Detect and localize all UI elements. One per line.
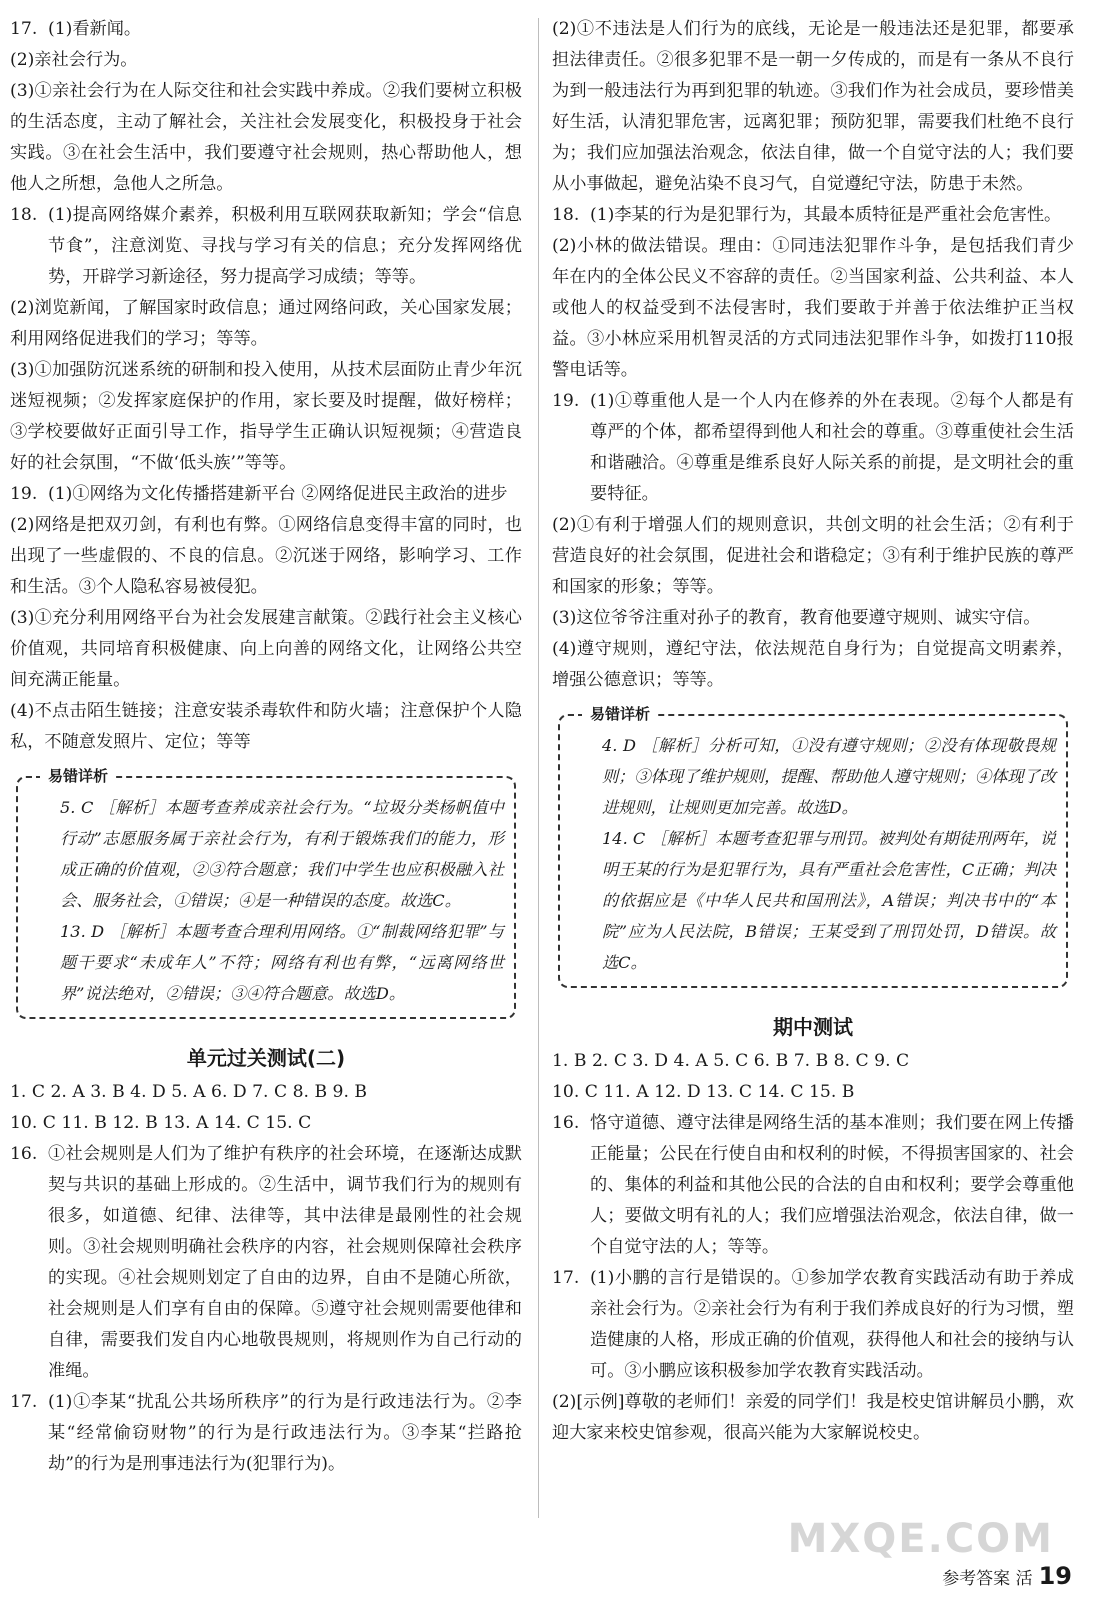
error-analysis-item: 4. D ［解析］分析可知，①没有遵守规则；②没有体现敬畏规则；③体现了维护规则，提醒、帮助他人遵守规则；④体现了改进规则，让规则更加完善。故选D。	[602, 736, 1056, 817]
answer-text: (4)遵守规则，遵纪守法，依法规范自身行为；自觉提高文明素养，增强公德意识；等等。	[552, 639, 1074, 690]
footer-prefix: 活	[1015, 1569, 1033, 1589]
error-analysis-item: 14. C ［解析］本题考查犯罪与刑罚。被判处有期徒刑两年，说明王某的行为是犯罪行为，具有严重社会危害性，C正确；判决的依据应是《中华人民共和国刑法》，A错误；判决书中的“本院”应为人民法院，B错误；王某受到了刑罚处罚，D错误。故选C。	[602, 829, 1056, 972]
answer-text: (1)看新闻。	[48, 19, 142, 39]
question-number: 18.	[10, 205, 38, 225]
right-column	[552, 14, 1074, 1449]
question-number: 16.	[10, 1144, 38, 1164]
answer-text: (1)小鹏的言行是错误的。①参加学农教育实践活动有助于养成亲社会行为。②亲社会行为有利于我们养成良好的行为习惯，塑造健康的人格，形成正确的价值观，获得他人和社会的接纳与认可。③小鹏应该积极参加学农教育实践活动。	[590, 1268, 1074, 1381]
question-number: 17.	[552, 1268, 580, 1288]
answer-text: (1)①网络为文化传播搭建新平台 ②网络促进民主政治的进步	[48, 484, 508, 504]
answer-block-16	[552, 1108, 1074, 1263]
answer-text: (2)①不违法是人们行为的底线，无论是一般违法还是犯罪，都要承担法律责任。②很多犯罪不是一朝一夕传成的，而是有一条从不良行为到一般违法行为再到犯罪的轨迹。③我们作为社会成员，要珍惜美好生活，认清犯罪危害，远离犯罪；预防犯罪，需要我们杜绝不良行为；我们应加强法治观念，依法自律，做一个自觉守法的人；我们要从小事做起，避免沾染不良习气，自觉遵纪守法，防患于未然。	[552, 19, 1074, 194]
multiple-choice-answers: 1. B 2. C 3. D 4. A 5. C 6. B 7. B 8. C 9. C	[552, 1051, 910, 1071]
answer-block-17	[552, 1263, 1074, 1449]
answer-text: (2)网络是把双刃剑，有利也有弊。①网络信息变得丰富的同时，也出现了一些虚假的、不良的信息。②沉迷于网络，影响学习、工作和生活。③个人隐私容易被侵犯。	[10, 515, 522, 597]
answer-text: (2)亲社会行为。	[10, 50, 138, 70]
error-analysis-item: 5. C ［解析］本题考查养成亲社会行为。“垃圾分类杨帆值中行动”志愿服务属于亲社会行为，有利于锻炼我们的能力，形成正确的价值观，②③符合题意；我们中学生也应积极融入社会、服务社会，①错误；④是一种错误的态度。故选C。	[60, 798, 504, 910]
answer-text: (3)这位爷爷注重对孙子的教育，教育他要遵守规则、诚实守信。	[552, 608, 1041, 628]
answer-text: (1)①尊重他人是一个人内在修养的外在表现。②每个人都是有尊严的个体，都希望得到他人和社会的尊重。③尊重使社会生活和谐融洽。④尊重是维系良好人际关系的前提，是文明社会的重要特征。	[590, 391, 1074, 504]
answer-text: (4)不点击陌生链接；注意安装杀毒软件和防火墙；注意保护个人隐私，不随意发照片、定位；等等	[10, 701, 522, 752]
answer-block-18	[10, 200, 522, 479]
answer-block-17b	[10, 1387, 522, 1480]
left-column	[10, 14, 522, 1480]
question-number: 17.	[10, 19, 38, 39]
multiple-choice-answers: 10. C 11. A 12. D 13. C 14. C 15. B	[552, 1082, 855, 1102]
answer-text: (2)[示例]尊敬的老师们！亲爱的同学们！我是校史馆讲解员小鹏，欢迎大家来校史馆参观，很高兴能为大家解说校史。	[552, 1392, 1074, 1443]
question-number: 17.	[10, 1392, 38, 1412]
answer-text: (3)①充分利用网络平台为社会发展建言献策。②践行社会主义核心价值观，共同培育积极健康、向上向善的网络文化，让网络公共空间充满正能量。	[10, 608, 522, 690]
answer-text: (1)提高网络媒介素养，积极利用互联网获取新知；学会“信息节食”，注意浏览、寻找与学习有关的信息；充分发挥网络优势，开辟学习新途径，努力提高学习成绩；等等。	[48, 205, 522, 287]
error-analysis-box	[558, 705, 1068, 988]
answer-text: 恪守道德、遵守法律是网络生活的基本准则；我们要在网上传播正能量；公民在行使自由和权利的时候，不得损害国家的、社会的、集体的利益和其他公民的合法的自由和权利；要学会尊重他人；要做文明有礼的人；我们应增强法治观念，依法自律，做一个自觉守法的人；等等。	[590, 1113, 1074, 1257]
section-title: 单元过关测试(二)	[186, 1046, 346, 1070]
question-number: 19.	[552, 391, 580, 411]
answer-text: (3)①加强防沉迷系统的研制和投入使用，从技术层面防止青少年沉迷短视频；②发挥家庭保护的作用，家长要及时提醒，做好榜样；③学校要做好正面引导工作，指导学生正确认识短视频；④营造良好的社会氛围，“不做‘低头族’”等等。	[10, 360, 522, 473]
section-title: 期中测试	[773, 1015, 853, 1039]
answer-text: (2)浏览新闻，了解国家时政信息；通过网络问政，关心国家发展；利用网络促进我们的学习；等等。	[10, 298, 522, 349]
page-number: 19	[1038, 1562, 1072, 1590]
column-divider	[538, 18, 539, 1518]
answer-text: ①社会规则是人们为了维护有秩序的社会环境，在逐渐达成默契与共识的基础上形成的。②生活中，调节我们行为的规则有很多，如道德、纪律、法律等，其中法律是最刚性的社会规则。③社会规则明确社会秩序的内容，社会规则保障社会秩序的实现。④社会规则划定了自由的边界，自由不是随心所欲，社会规则是人们享有自由的保障。⑤遵守社会规则需要他律和自律，需要我们发自内心地敬畏规则，将规则作为自己行动的准绳。	[48, 1144, 522, 1381]
answer-text: (2)①有利于增强人们的规则意识，共创文明的社会生活；②有利于营造良好的社会氛围，促进社会和谐稳定；③有利于维护民族的尊严和国家的形象；等等。	[552, 515, 1074, 597]
question-number: 16.	[552, 1113, 580, 1133]
answer-text: (1)李某的行为是犯罪行为，其最本质特征是严重社会危害性。	[590, 205, 1062, 225]
multiple-choice-answers: 10. C 11. B 12. B 13. A 14. C 15. C	[10, 1113, 312, 1133]
watermark: MXQE.COM	[787, 1516, 1054, 1562]
footer-label: 参考答案	[942, 1569, 1011, 1589]
question-number: 19.	[10, 484, 38, 504]
answer-text: (2)小林的做法错误。理由：①同违法犯罪作斗争，是包括我们青少年在内的全体公民义不容辞的责任。②当国家利益、公共利益、本人或他人的权益受到不法侵害时，我们要敢于并善于依法维护正当权益。③小林应采用机智灵活的方式同违法犯罪作斗争，如拨打110报警电话等。	[552, 236, 1074, 380]
error-analysis-tag: 易错详析	[582, 703, 658, 725]
question-number: 18.	[552, 205, 580, 225]
error-analysis-tag: 易错详析	[40, 765, 116, 787]
error-analysis-item: 13. D ［解析］本题考查合理利用网络。①“制裁网络犯罪”与题干要求“未成年人”不符；网络有利也有弊，“远离网络世界”说法绝对，②错误；③④符合题意。故选D。	[60, 922, 504, 1003]
answer-block-19	[552, 386, 1074, 696]
error-analysis-box	[16, 767, 516, 1019]
multiple-choice-answers: 1. C 2. A 3. B 4. D 5. A 6. D 7. C 8. B 9. B	[10, 1082, 368, 1102]
page-footer	[942, 1562, 1072, 1590]
answer-block-18	[552, 200, 1074, 386]
answer-block-19	[10, 479, 522, 758]
answer-text: (1)①李某“扰乱公共场所秩序”的行为是行政违法行为。②李某“经常偷窃财物”的行为是行政违法行为。③李某“拦路抢劫”的行为是刑事违法行为(犯罪行为)。	[48, 1392, 522, 1474]
answer-text: (3)①亲社会行为在人际交往和社会实践中养成。②我们要树立积极的生活态度，主动了解社会，关注社会发展变化，积极投身于社会实践。③在社会生活中，我们要遵守社会规则，热心帮助他人，想他人之所想，急他人之所急。	[10, 81, 522, 194]
answer-block-17	[10, 14, 522, 200]
answer-block-16	[10, 1139, 522, 1387]
answer-block-17-cont	[552, 14, 1074, 200]
